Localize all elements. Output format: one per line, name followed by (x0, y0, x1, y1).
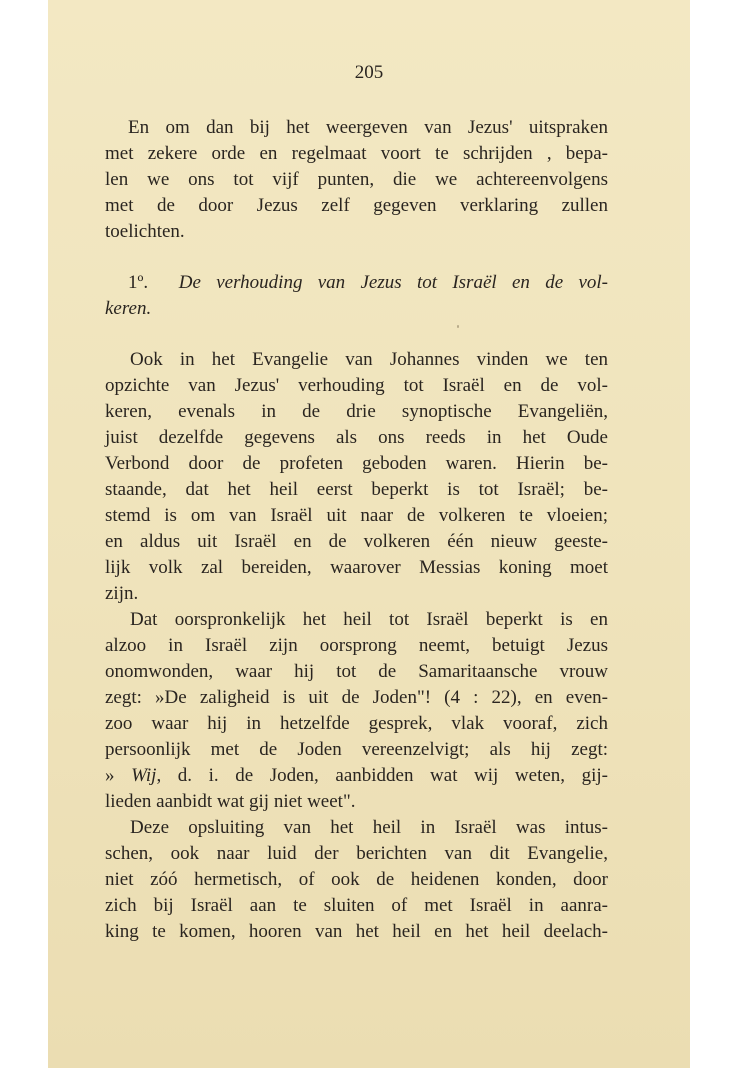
section-heading (128, 270, 608, 296)
text-line: lieden aanbidt wat gij niet weet". (105, 791, 356, 812)
text-line: Ook in het Evangelie van Johannes vinden we ten (130, 349, 608, 370)
text-line: king te komen, hooren van het heil en het heil deelach- (105, 921, 608, 942)
text-line: lijk volk zal bereiden, waarover Messias koning moet (105, 557, 608, 578)
text-line: zijn. (105, 583, 139, 604)
text-line: Verbond door de profeten geboden waren. Hierin be- (105, 453, 608, 474)
text-line: len we ons tot vijf punten, die we achtereenvolgens (105, 169, 608, 190)
text-line: en aldus uit Israël en de volkeren één nieuw geeste- (105, 531, 608, 552)
text-line: zich bij Israël aan te sluiten of met Israël in aanra- (105, 895, 608, 916)
text-line: zegt: »De zaligheid is uit de Joden"! (4 : 22), en even- (105, 687, 608, 708)
section-title: De verhouding van Jezus tot Israël en de vol- (178, 272, 608, 293)
section-number: 1º. (128, 272, 149, 293)
text-line: staande, dat het heil eerst beperkt is tot Israël; be- (105, 479, 608, 500)
text-line: met de door Jezus zelf gegeven verklaring zullen (105, 195, 608, 216)
line-remainder: , d. i. de Joden, aanbidden wat wij weten, gij- (156, 765, 608, 786)
emphasized-word: Wij (131, 765, 157, 786)
text-line: Deze opsluiting van het heil in Israël was intus- (130, 817, 608, 838)
text-line: toelichten. (105, 221, 185, 242)
text-line: alzoo in Israël zijn oorsprong neemt, betuigt Jezus (105, 635, 608, 656)
book-page (48, 0, 690, 1068)
text-line: opzichte van Jezus' verhouding tot Israël en de vol- (105, 375, 608, 396)
text-line: keren, evenals in de drie synoptische Evangeliën, (105, 401, 608, 422)
paper-speck (457, 325, 459, 328)
text-line: zoo waar hij in hetzelfde gesprek, vlak vooraf, zich (105, 713, 608, 734)
text-line: Dat oorspronkelijk het heil tot Israël beperkt is en (130, 609, 608, 630)
section-title-continued: keren. (105, 298, 152, 319)
text-line: met zekere orde en regelmaat voort te schrijden , bepa- (105, 143, 608, 164)
text-line: niet zóó hermetisch, of ook de heidenen konden, door (105, 869, 608, 890)
text-line: stemd is om van Israël uit naar de volkeren te vloeien; (105, 505, 608, 526)
text-line: juist dezelfde gegevens als ons reeds in het Oude (105, 427, 608, 448)
text-line: onomwonden, waar hij tot de Samaritaansche vrouw (105, 661, 608, 682)
text-line: En om dan bij het weergeven van Jezus' uitspraken (128, 117, 608, 138)
page-number: 205 (354, 62, 384, 83)
text-line: persoonlijk met de Joden vereenzelvigt; als hij zegt: (105, 739, 608, 760)
quote-mark: » (105, 765, 132, 786)
text-line (105, 763, 608, 789)
text-line: schen, ook naar luid der berichten van dit Evangelie, (105, 843, 608, 864)
